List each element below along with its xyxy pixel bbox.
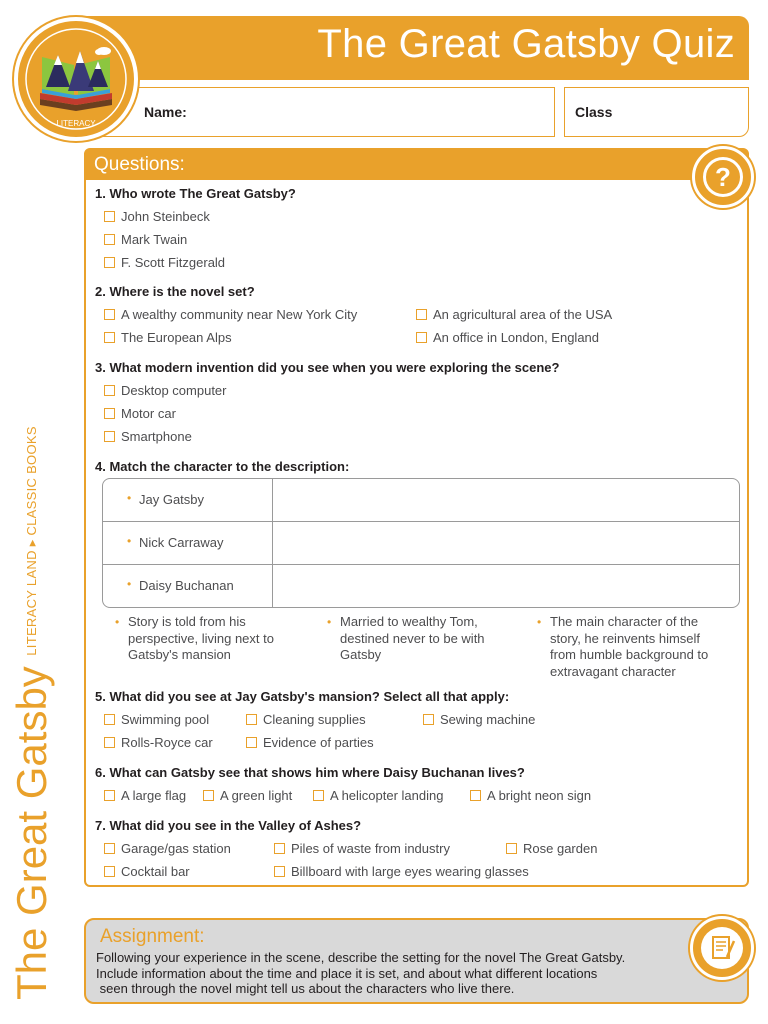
character-name: Nick Carraway: [139, 535, 224, 550]
checkbox[interactable]: [104, 332, 115, 343]
questions-heading: Questions:: [94, 154, 185, 175]
option-label: Smartphone: [121, 429, 192, 444]
checkbox[interactable]: [104, 408, 115, 419]
checkbox[interactable]: [104, 309, 115, 320]
question-6: 6. What can Gatsby see that shows him where Daisy Buchanan lives?: [95, 765, 525, 780]
option-label: An agricultural area of the USA: [433, 307, 613, 322]
q2-option-2[interactable]: [416, 307, 612, 322]
description-line: perspective, living next to: [128, 630, 274, 646]
option-label: Sewing machine: [440, 712, 536, 727]
checkbox[interactable]: [104, 737, 115, 748]
character-cell: [103, 522, 273, 564]
bullet-icon: •: [127, 534, 132, 548]
bullet-icon: •: [127, 491, 132, 505]
q5-option-5[interactable]: [246, 735, 374, 750]
option-label: Desktop computer: [121, 383, 227, 398]
description-line: story, he reinvents himself: [550, 630, 701, 646]
character-cell: [103, 479, 273, 521]
checkbox[interactable]: [274, 843, 285, 854]
character-name: Daisy Buchanan: [139, 578, 234, 593]
option-label: A wealthy community near New York City: [121, 307, 358, 322]
option-label: A bright neon sign: [487, 788, 592, 803]
checkbox[interactable]: [104, 385, 115, 396]
checkbox[interactable]: [416, 332, 427, 343]
assignment-body: [96, 950, 696, 997]
assignment-line: seen through the novel might tell us about the characters who live there.: [96, 981, 515, 996]
q7-option-2[interactable]: [274, 841, 450, 856]
option-label: Cocktail bar: [121, 864, 190, 879]
option-label: Swimming pool: [121, 712, 210, 727]
question-3: 3. What modern invention did you see when you were exploring the scene?: [95, 360, 560, 375]
description-line: from humble background to: [550, 647, 709, 662]
questions-header: [86, 150, 747, 180]
side-title: [8, 426, 56, 1000]
description-line: Gatsby: [340, 647, 382, 662]
assignment-line: Following your experience in the scene, describe the setting for the novel The Great Gatsby.: [96, 950, 626, 965]
option-label: John Steinbeck: [121, 209, 210, 224]
q2-option-3[interactable]: [104, 330, 232, 345]
q3-option-2[interactable]: [104, 406, 176, 421]
checkbox[interactable]: [423, 714, 434, 725]
option-label: An office in London, England: [433, 330, 600, 345]
checkbox[interactable]: [313, 790, 324, 801]
q1-option-3[interactable]: [104, 255, 225, 270]
checkbox[interactable]: [203, 790, 214, 801]
option-label: Mark Twain: [121, 232, 188, 247]
q3-option-1[interactable]: [104, 383, 227, 398]
book-mountains-icon: [18, 21, 134, 137]
character-name: Jay Gatsby: [139, 492, 205, 507]
option-label: The European Alps: [121, 330, 232, 345]
q1-option-2[interactable]: [104, 232, 187, 247]
checkbox[interactable]: [246, 737, 257, 748]
question-2: 2. Where is the novel set?: [95, 284, 255, 299]
option-label: Evidence of parties: [263, 735, 374, 750]
character-cell: [103, 565, 273, 608]
q7-option-3[interactable]: [506, 841, 597, 856]
checkbox[interactable]: [416, 309, 427, 320]
side-breadcrumb: LITERACY LAND ▸ CLASSIC BOOKS: [24, 426, 39, 656]
question-mark-icon: [692, 146, 754, 208]
q5-option-1[interactable]: [104, 712, 209, 727]
bullet-icon: •: [115, 615, 120, 629]
literacy-logo: [14, 17, 138, 141]
description-line: The main character of the: [550, 614, 699, 629]
checkbox[interactable]: [104, 257, 115, 268]
description-line: extravagant character: [550, 663, 676, 679]
q7-option-4[interactable]: [104, 864, 190, 879]
assignment-panel: [84, 918, 749, 1004]
description-2: [327, 614, 485, 664]
checkbox[interactable]: [470, 790, 481, 801]
q5-option-2[interactable]: [246, 712, 366, 727]
question-4: 4. Match the character to the description:: [95, 459, 350, 474]
name-field[interactable]: [86, 87, 555, 137]
checkbox[interactable]: [104, 234, 115, 245]
question-5: 5. What did you see at Jay Gatsby's mansion? Select all that apply:: [95, 689, 510, 704]
checkbox[interactable]: [104, 211, 115, 222]
q2-option-1[interactable]: [104, 307, 357, 322]
checkbox[interactable]: [506, 843, 517, 854]
checkbox[interactable]: [104, 843, 115, 854]
q6-option-4[interactable]: [470, 788, 591, 803]
option-label: F. Scott Fitzgerald: [121, 255, 226, 270]
q1-option-1[interactable]: [104, 209, 210, 224]
writing-paper-icon: [690, 916, 754, 980]
checkbox[interactable]: [246, 714, 257, 725]
paper-pencil-glyph: [701, 927, 743, 969]
q5-option-4[interactable]: [104, 735, 213, 750]
answer-cell-1[interactable]: [273, 479, 739, 521]
option-label: Rose garden: [523, 841, 598, 856]
option-label: Billboard with large eyes wearing glasses: [291, 864, 529, 879]
option-label: A large flag: [121, 788, 187, 803]
bullet-icon: •: [537, 615, 542, 629]
q6-option-3[interactable]: [313, 788, 443, 803]
bullet-icon: •: [327, 615, 332, 629]
checkbox[interactable]: [104, 714, 115, 725]
question-7: 7. What did you see in the Valley of Ashes?: [95, 818, 362, 833]
bullet-icon: •: [127, 577, 132, 591]
side-book-title: The Great Gatsby: [8, 666, 55, 1000]
class-field[interactable]: [564, 87, 749, 137]
option-label: Piles of waste from industry: [291, 841, 450, 856]
checkbox[interactable]: [104, 866, 115, 877]
option-label: Garage/gas station: [121, 841, 231, 856]
q6-option-2[interactable]: [203, 788, 292, 803]
checkbox[interactable]: [274, 866, 285, 877]
description-3: [537, 614, 709, 680]
q2-option-4[interactable]: [416, 330, 599, 345]
class-label: Class: [575, 104, 613, 120]
checkbox[interactable]: [104, 431, 115, 442]
description-line: destined never to be with: [340, 630, 485, 646]
q7-option-5[interactable]: [274, 864, 529, 879]
option-label: A green light: [220, 788, 293, 803]
option-label: Rolls-Royce car: [121, 735, 213, 750]
description-1: [115, 614, 274, 664]
description-line: Story is told from his: [128, 614, 246, 629]
option-label: A helicopter landing: [330, 788, 444, 803]
assignment-line: Include information about the time and place it is set, and about what different locations: [96, 965, 598, 981]
q5-option-3[interactable]: [423, 712, 535, 727]
q3-option-3[interactable]: [104, 429, 192, 444]
question-glyph: ?: [703, 157, 743, 197]
assignment-heading: Assignment:: [100, 926, 205, 947]
title-bar: [86, 16, 749, 80]
answer-cell-3[interactable]: [273, 565, 739, 607]
q6-option-1[interactable]: [104, 788, 186, 803]
checkbox[interactable]: [104, 790, 115, 801]
question-1: 1. Who wrote The Great Gatsby?: [95, 186, 296, 201]
option-label: Cleaning supplies: [263, 712, 366, 727]
option-label: Motor car: [121, 406, 176, 421]
q7-option-1[interactable]: [104, 841, 231, 856]
name-label: Name:: [144, 104, 187, 120]
description-line: Gatsby's mansion: [128, 647, 231, 662]
description-line: Married to wealthy Tom,: [340, 614, 478, 629]
page-title: The Great Gatsby Quiz: [317, 22, 735, 66]
answer-cell-2[interactable]: [273, 522, 739, 564]
logo-text: LITERACY: [56, 119, 96, 128]
